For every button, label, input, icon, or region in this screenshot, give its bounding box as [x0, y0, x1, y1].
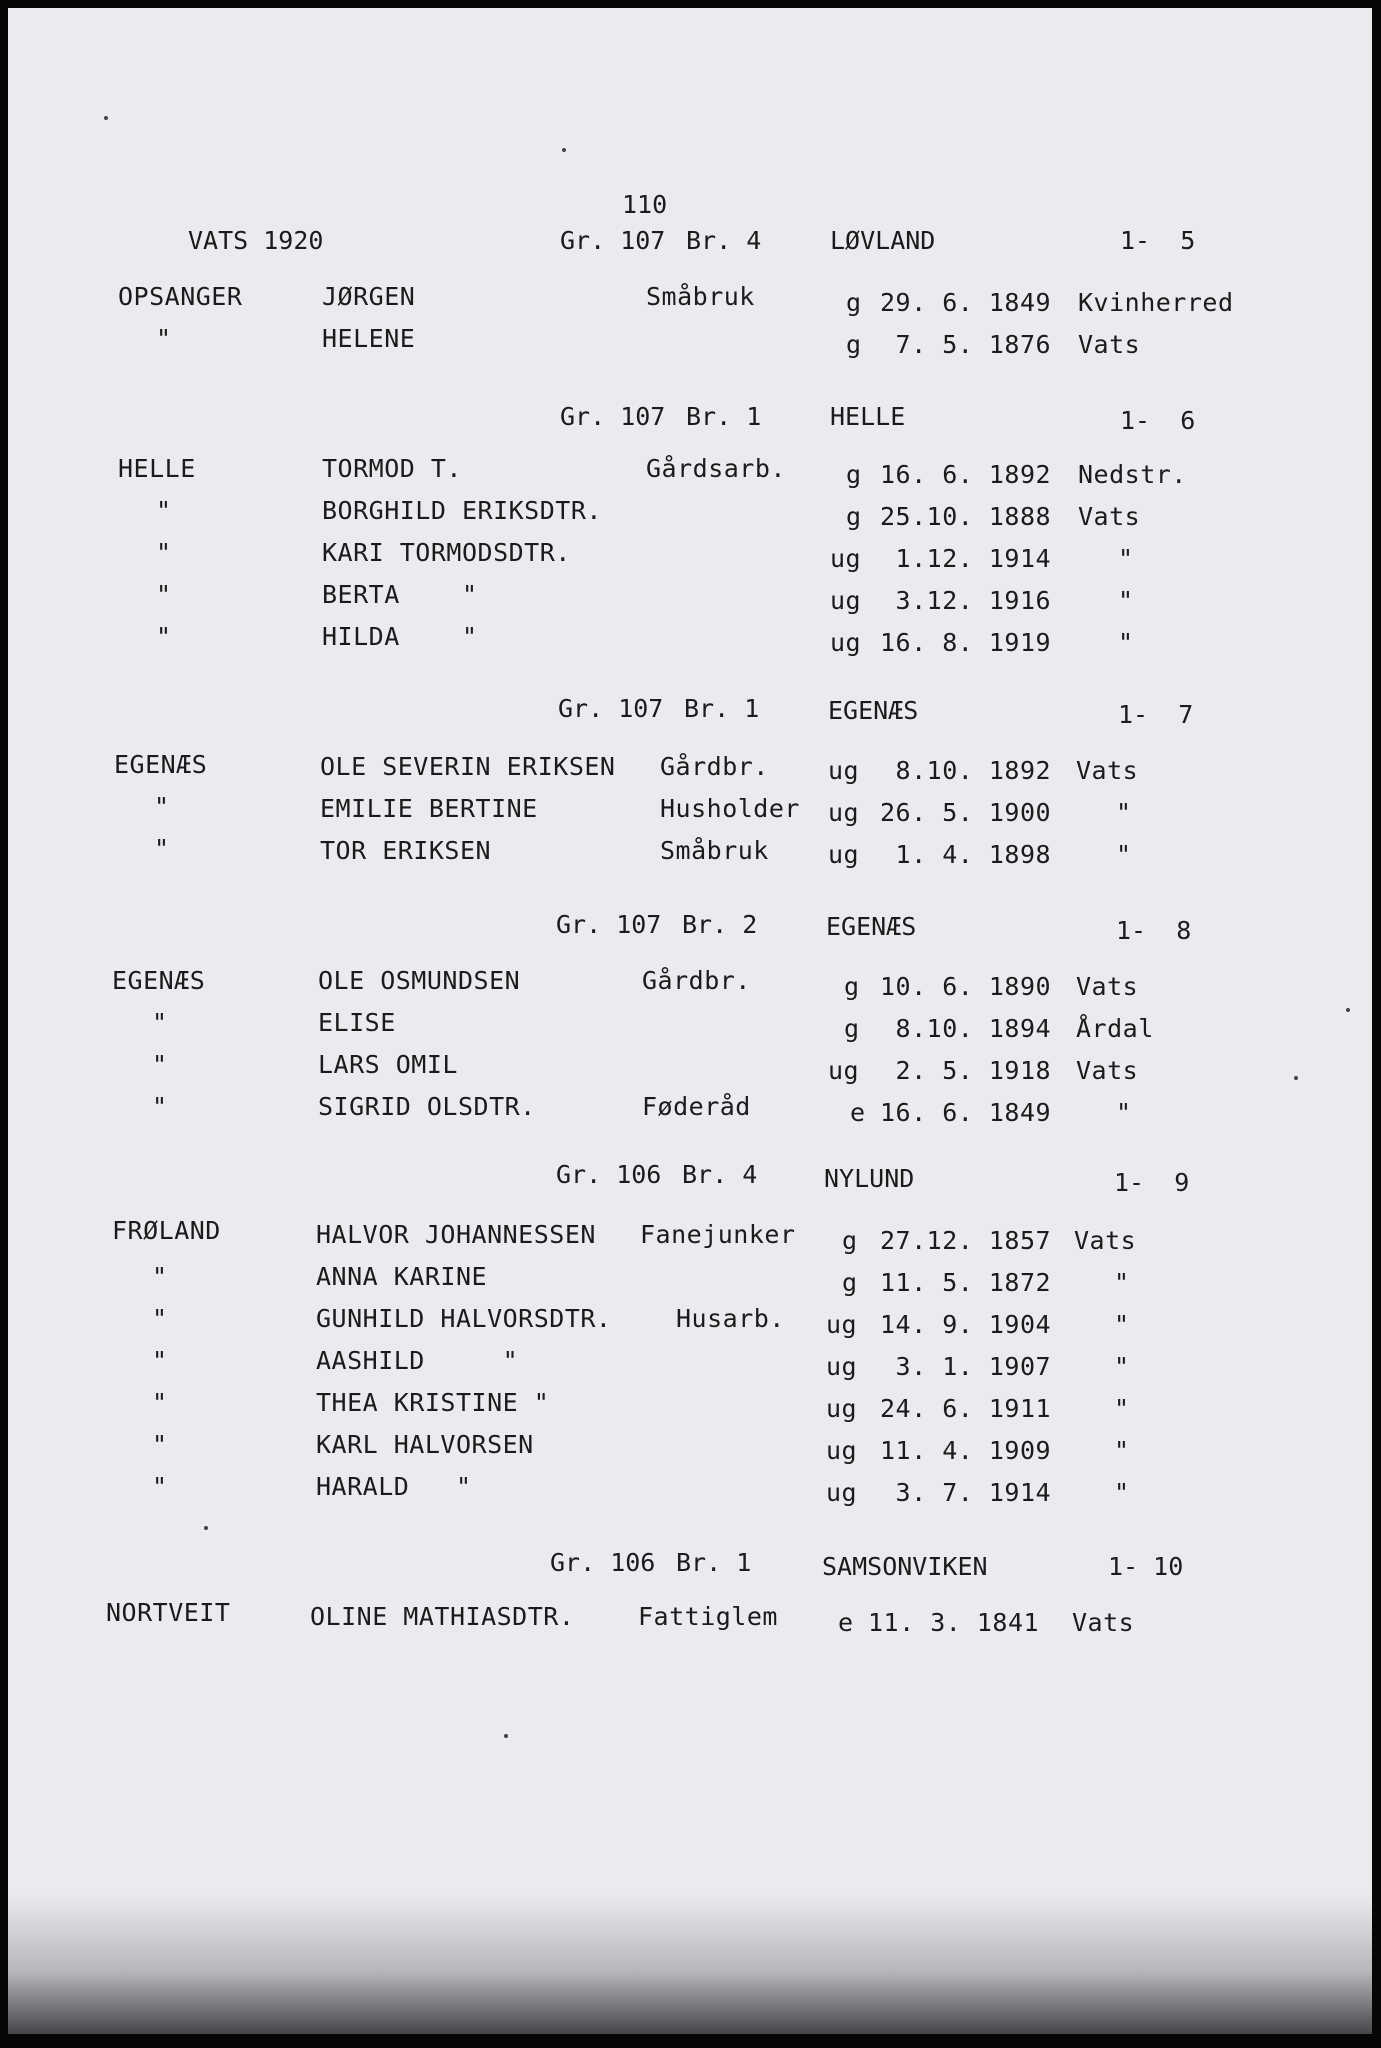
status-cell: g [844, 1014, 860, 1043]
date-cell: 2. 5. 1918 [880, 1056, 1052, 1085]
name-cell: OLE OSMUNDSEN [318, 966, 521, 995]
farm-cell: " [152, 1388, 168, 1417]
section-ref: 1- 10 [1108, 1552, 1184, 1581]
document-page [8, 8, 1372, 2034]
status-cell: g [844, 972, 860, 1001]
section-place: EGENÆS [828, 696, 919, 725]
section-ref: 1- 6 [1120, 406, 1196, 435]
name-cell: BERTA " [322, 580, 478, 609]
section-place: LØVLAND [830, 226, 936, 255]
status-cell: g [846, 330, 862, 359]
name-cell: EMILIE BERTINE [320, 794, 538, 823]
birthplace-cell: Vats [1074, 1226, 1137, 1255]
section-place: HELLE [830, 402, 906, 431]
birthplace-cell: " [1114, 1310, 1130, 1339]
occupation-cell: Husholder [660, 794, 800, 823]
status-cell: ug [828, 840, 860, 869]
date-cell: 27.12. 1857 [880, 1226, 1052, 1255]
name-cell: JØRGEN [322, 282, 416, 311]
status-cell: ug [826, 1436, 858, 1465]
occupation-cell: Husarb. [676, 1304, 785, 1333]
date-cell: 1.12. 1914 [880, 544, 1052, 573]
date-cell: 16. 6. 1892 [880, 460, 1052, 489]
date-cell: 11. 3. 1841 [868, 1608, 1040, 1637]
farm-cell: " [152, 1050, 168, 1079]
section-br: Br. 1 [686, 402, 762, 431]
status-cell: ug [828, 1056, 860, 1085]
occupation-cell: Gårdbr. [642, 966, 751, 995]
birthplace-cell: " [1114, 1394, 1130, 1423]
status-cell: g [846, 288, 862, 317]
date-cell: 1. 4. 1898 [880, 840, 1052, 869]
birthplace-cell: Nedstr. [1078, 460, 1187, 489]
name-cell: TORMOD T. [322, 454, 462, 483]
scan-speck [504, 1734, 508, 1738]
birthplace-cell: " [1116, 798, 1132, 827]
status-cell: ug [826, 1310, 858, 1339]
farm-cell: " [152, 1262, 168, 1291]
farm-cell: " [152, 1008, 168, 1037]
name-cell: OLE SEVERIN ERIKSEN [320, 752, 616, 781]
farm-cell: " [152, 1472, 168, 1501]
status-cell: ug [830, 544, 862, 573]
birthplace-cell: Vats [1072, 1608, 1135, 1637]
farm-cell: " [156, 324, 172, 353]
document-title: VATS 1920 [188, 226, 324, 255]
section-gr: Gr. 107 [558, 694, 664, 723]
date-cell: 14. 9. 1904 [880, 1310, 1052, 1339]
occupation-cell: Gårdsarb. [646, 454, 786, 483]
status-cell: ug [828, 756, 860, 785]
farm-cell: " [156, 538, 172, 567]
name-cell: KARL HALVORSEN [316, 1430, 534, 1459]
date-cell: 26. 5. 1900 [880, 798, 1052, 827]
date-cell: 11. 4. 1909 [880, 1436, 1052, 1465]
section-br: Br. 4 [682, 1160, 758, 1189]
name-cell: LARS OMIL [318, 1050, 458, 1079]
section-gr: Gr. 106 [556, 1160, 662, 1189]
date-cell: 29. 6. 1849 [880, 288, 1052, 317]
birthplace-cell: " [1118, 628, 1134, 657]
name-cell: OLINE MATHIASDTR. [310, 1602, 575, 1631]
birthplace-cell: " [1114, 1478, 1130, 1507]
status-cell: e [850, 1098, 866, 1127]
occupation-cell: Fattiglem [638, 1602, 778, 1631]
section-place: NYLUND [824, 1164, 915, 1193]
status-cell: g [842, 1268, 858, 1297]
farm-cell: " [154, 834, 170, 863]
name-cell: HARALD " [316, 1472, 472, 1501]
date-cell: 3. 7. 1914 [880, 1478, 1052, 1507]
name-cell: BORGHILD ERIKSDTR. [322, 496, 602, 525]
farm-cell: " [156, 496, 172, 525]
birthplace-cell: " [1116, 1098, 1132, 1127]
date-cell: 7. 5. 1876 [880, 330, 1052, 359]
section-ref: 1- 8 [1116, 916, 1192, 945]
status-cell: g [842, 1226, 858, 1255]
name-cell: HELENE [322, 324, 416, 353]
birthplace-cell: " [1118, 544, 1134, 573]
status-cell: ug [826, 1394, 858, 1423]
occupation-cell: Gårdbr. [660, 752, 769, 781]
section-br: Br. 1 [676, 1548, 752, 1577]
occupation-cell: Småbruk [660, 836, 769, 865]
farm-cell: " [156, 622, 172, 651]
birthplace-cell: " [1116, 840, 1132, 869]
status-cell: ug [830, 586, 862, 615]
occupation-cell: Småbruk [646, 282, 755, 311]
occupation-cell: Fanejunker [640, 1220, 796, 1249]
status-cell: g [846, 460, 862, 489]
section-place: SAMSONVIKEN [822, 1552, 988, 1581]
birthplace-cell: Vats [1078, 502, 1141, 531]
date-cell: 16. 8. 1919 [880, 628, 1052, 657]
farm-cell: NORTVEIT [106, 1598, 231, 1627]
name-cell: SIGRID OLSDTR. [318, 1092, 536, 1121]
farm-cell: " [152, 1092, 168, 1121]
section-br: Br. 1 [684, 694, 760, 723]
section-gr: Gr. 107 [560, 226, 666, 255]
section-br: Br. 4 [686, 226, 762, 255]
birthplace-cell: Vats [1076, 1056, 1139, 1085]
farm-cell: " [152, 1304, 168, 1333]
status-cell: e [838, 1608, 854, 1637]
scan-speck [104, 116, 108, 120]
date-cell: 8.10. 1892 [880, 756, 1052, 785]
name-cell: THEA KRISTINE " [316, 1388, 550, 1417]
section-ref: 1- 5 [1120, 226, 1196, 255]
scan-speck [204, 1526, 208, 1530]
scan-speck [1346, 1008, 1350, 1012]
date-cell: 3. 1. 1907 [880, 1352, 1052, 1381]
name-cell: KARI TORMODSDTR. [322, 538, 571, 567]
date-cell: 10. 6. 1890 [880, 972, 1052, 1001]
section-gr: Gr. 106 [550, 1548, 656, 1577]
name-cell: TOR ERIKSEN [320, 836, 492, 865]
section-place: EGENÆS [826, 912, 917, 941]
page-number: 110 [622, 190, 668, 219]
status-cell: ug [828, 798, 860, 827]
farm-cell: " [156, 580, 172, 609]
status-cell: ug [826, 1478, 858, 1507]
section-gr: Gr. 107 [556, 910, 662, 939]
birthplace-cell: " [1114, 1352, 1130, 1381]
date-cell: 11. 5. 1872 [880, 1268, 1052, 1297]
birthplace-cell: Vats [1076, 972, 1139, 1001]
birthplace-cell: " [1114, 1436, 1130, 1465]
name-cell: HALVOR JOHANNESSEN [316, 1220, 596, 1249]
birthplace-cell: Vats [1078, 330, 1141, 359]
farm-cell: " [152, 1430, 168, 1459]
date-cell: 16. 6. 1849 [880, 1098, 1052, 1127]
date-cell: 25.10. 1888 [880, 502, 1052, 531]
birthplace-cell: " [1114, 1268, 1130, 1297]
name-cell: HILDA " [322, 622, 478, 651]
farm-cell: HELLE [118, 454, 196, 483]
scan-speck [562, 148, 566, 152]
section-gr: Gr. 107 [560, 402, 666, 431]
name-cell: ANNA KARINE [316, 1262, 488, 1291]
birthplace-cell: Kvinherred [1078, 288, 1234, 317]
birthplace-cell: Vats [1076, 756, 1139, 785]
section-br: Br. 2 [682, 910, 758, 939]
scan-speck [1294, 1076, 1298, 1080]
farm-cell: OPSANGER [118, 282, 243, 311]
status-cell: ug [826, 1352, 858, 1381]
date-cell: 24. 6. 1911 [880, 1394, 1052, 1423]
status-cell: ug [830, 628, 862, 657]
status-cell: g [846, 502, 862, 531]
section-ref: 1- 7 [1118, 700, 1194, 729]
date-cell: 8.10. 1894 [880, 1014, 1052, 1043]
date-cell: 3.12. 1916 [880, 586, 1052, 615]
farm-cell: " [152, 1346, 168, 1375]
farm-cell: EGENÆS [114, 750, 208, 779]
farm-cell: FRØLAND [112, 1216, 221, 1245]
farm-cell: " [154, 792, 170, 821]
farm-cell: EGENÆS [112, 966, 206, 995]
name-cell: ELISE [318, 1008, 396, 1037]
birthplace-cell: " [1118, 586, 1134, 615]
name-cell: AASHILD " [316, 1346, 519, 1375]
name-cell: GUNHILD HALVORSDTR. [316, 1304, 612, 1333]
section-ref: 1- 9 [1114, 1168, 1190, 1197]
birthplace-cell: Årdal [1076, 1014, 1154, 1043]
occupation-cell: Føderåd [642, 1092, 751, 1121]
